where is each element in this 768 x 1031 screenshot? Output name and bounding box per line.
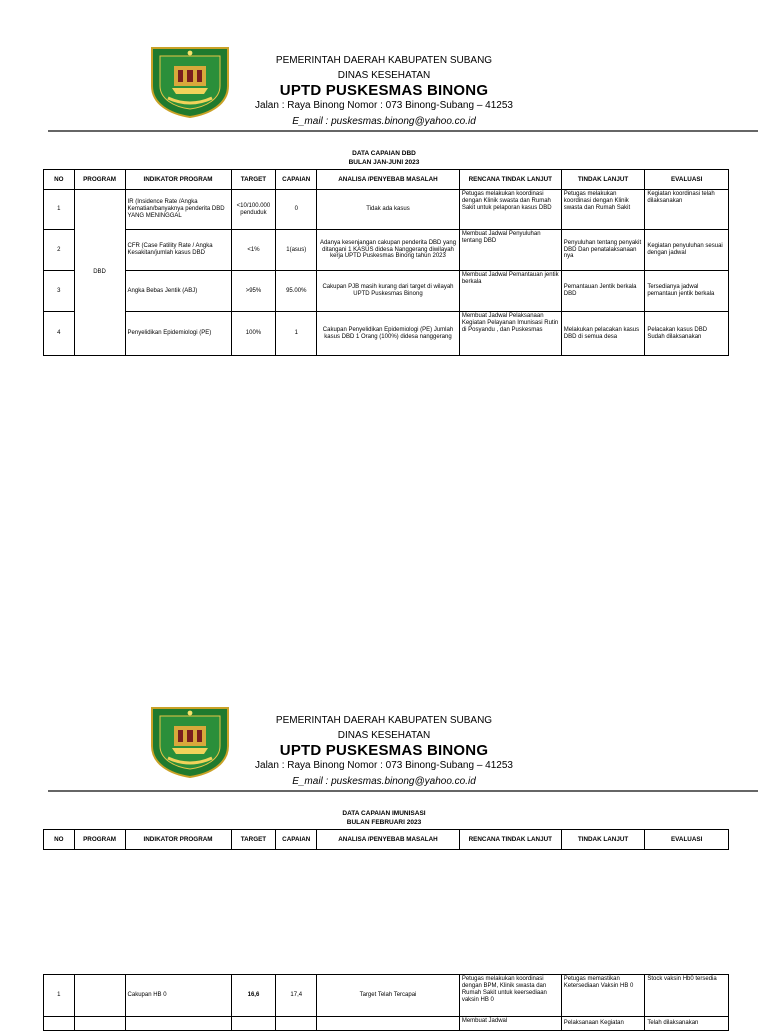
department-name: DINAS KESEHATAN xyxy=(337,730,431,741)
imunisasi-table xyxy=(43,974,729,1031)
department-name: DINAS KESEHATAN xyxy=(337,70,431,81)
dbd-table xyxy=(43,169,729,356)
cell-analisa: Tidak ada kasus xyxy=(317,190,460,230)
cell-program xyxy=(74,975,125,1017)
institution-title: UPTD PUSKESMAS BINONG xyxy=(279,82,489,99)
imunisasi-header-table xyxy=(43,829,729,850)
col-header: PROGRAM xyxy=(74,170,125,190)
government-name: PEMERINTAH DAERAH KABUPATEN SUBANG xyxy=(275,55,493,66)
table-row xyxy=(44,230,729,271)
cell-program: DBD xyxy=(74,190,125,356)
cell-indikator: Penyelidikan Epidemiologi (PE) xyxy=(125,312,231,356)
cell-capaian: 1 xyxy=(276,312,317,356)
table-header-row xyxy=(44,830,729,850)
col-header: CAPAIAN xyxy=(276,170,317,190)
cell-target: 100% xyxy=(231,312,276,356)
cell-evaluasi: Stock vaksin Hb0 tersedia xyxy=(645,975,729,1017)
cell-target: >95% xyxy=(231,271,276,312)
cell-capaian: 0 xyxy=(276,190,317,230)
cell-target: <10/100.000 penduduk xyxy=(231,190,276,230)
col-header: NO xyxy=(44,170,75,190)
cell-rencana: Petugas melakukan koordinasi dengan Klinik swasta dan Rumah Sakit untuk pelaporan kasus DBD xyxy=(459,190,561,230)
cell-capaian: 1(asus) xyxy=(276,230,317,271)
col-header: ANALISA /PENYEBAB MASALAH xyxy=(317,830,460,850)
cell-indikator: IR (Insidence Rate /Angka Kematian/banyaknya penderita DBD YANG MENINGGAL xyxy=(125,190,231,230)
table-title: DATA CAPAIAN IMUNISASI xyxy=(342,810,426,817)
col-header: EVALUASI xyxy=(645,170,729,190)
cell-indikator: Angka Bebas Jentik (ABJ) xyxy=(125,271,231,312)
cell-analisa: Adanya kesenjangan cakupan penderita DBD yang ditangani 1 KASUS didesa Nanggerang diwilayah kerja UPTD Puskesmas Binong tahun 2023 xyxy=(317,230,460,271)
col-header: CAPAIAN xyxy=(276,830,317,850)
cell-rencana: Membuat Jadwal Penyuluhan tentang DBD xyxy=(459,230,561,271)
cell-tindak: Melakukan pelacakan kasus DBD di semua desa xyxy=(561,312,645,356)
cell-evaluasi: Telah dilaksanakan xyxy=(645,1017,729,1031)
table-header-row xyxy=(44,170,729,190)
col-header: TINDAK LANJUT xyxy=(561,830,645,850)
cell-tindak: Pemantauan Jentik berkala DBD xyxy=(561,271,645,312)
institution-title: UPTD PUSKESMAS BINONG xyxy=(279,742,489,759)
cell-rencana: Membuat Jadwal xyxy=(459,1017,561,1031)
header-divider xyxy=(48,130,758,132)
col-header: INDIKATOR PROGRAM xyxy=(125,170,231,190)
col-header: TINDAK LANJUT xyxy=(561,170,645,190)
cell-target: <1% xyxy=(231,230,276,271)
cell-tindak: Petugas melakukan koordinasi dengan Klinik swasta dan Rumah Sakit xyxy=(561,190,645,230)
table-row xyxy=(44,190,729,230)
col-header: RENCANA TINDAK LANJUT xyxy=(459,830,561,850)
cell-capaian: 17,4 xyxy=(276,975,317,1017)
cell-evaluasi: Kegiatan penyuluhan sesuai dengan jadwal xyxy=(645,230,729,271)
table-row xyxy=(44,312,729,356)
cell-indikator: CFR (Case Fatility Rate / Angka Kesakitan/jumlah kasus DBD xyxy=(125,230,231,271)
cell-no: 1 xyxy=(44,975,75,1017)
header-divider xyxy=(48,790,758,792)
address-line: Jalan : Raya Binong Nomor : 073 Binong-Subang – 41253 xyxy=(255,760,513,771)
table-row xyxy=(44,271,729,312)
cell-tindak: Petugas memastikan Ketersediaan Vaksin HB 0 xyxy=(561,975,645,1017)
col-header: TARGET xyxy=(231,170,276,190)
col-header: PROGRAM xyxy=(74,830,125,850)
government-name: PEMERINTAH DAERAH KABUPATEN SUBANG xyxy=(275,715,493,726)
cell-analisa: Cakupan Penyelidikan Epidemiologi (PE) Jumlah kasus DBD 1 Orang (100%) didesa nanggerang xyxy=(317,312,460,356)
col-header: EVALUASI xyxy=(645,830,729,850)
cell-capaian: 95.00% xyxy=(276,271,317,312)
col-header: INDIKATOR PROGRAM xyxy=(125,830,231,850)
table-title: DATA CAPAIAN DBD xyxy=(352,150,416,157)
cell-rencana: Membuat Jadwal Pemantauan jentik berkala xyxy=(459,271,561,312)
col-header: TARGET xyxy=(231,830,276,850)
cell-tindak: Penyuluhan tentang penyakit DBD Dan penatalaksanaan nya xyxy=(561,230,645,271)
cell-evaluasi: Pelacakan kasus DBD Sudah dilaksanakan xyxy=(645,312,729,356)
table-row xyxy=(44,975,729,1017)
table-subtitle: BULAN FEBRUARI 2023 xyxy=(346,819,422,826)
cell-rencana: Petugas melakukan koordinasi dengan BPM, Klinik swasta dan Rumah Sakit untuk keersediaan vaksin HB 0 xyxy=(459,975,561,1017)
cell-target: 16,6 xyxy=(231,975,276,1017)
col-header: NO xyxy=(44,830,75,850)
cell-no: 3 xyxy=(44,271,75,312)
address-line: Jalan : Raya Binong Nomor : 073 Binong-Subang – 41253 xyxy=(255,100,513,111)
col-header: ANALISA /PENYEBAB MASALAH xyxy=(317,170,460,190)
email-line: E_mail : puskesmas.binong@yahoo.co.id xyxy=(292,776,476,787)
cell-rencana: Membuat Jadwal Pelaksanaan Kegiatan Pelayanan Imunisasi Rutin di Posyandu , dan Puskesmas xyxy=(459,312,561,356)
col-header: RENCANA TINDAK LANJUT xyxy=(459,170,561,190)
cell-evaluasi: Tersedianya jadwal pemantaun jentik berkala xyxy=(645,271,729,312)
cell-indikator: Cakupan HB 0 xyxy=(125,975,231,1017)
email-line: E_mail : puskesmas.binong@yahoo.co.id xyxy=(292,116,476,127)
cell-analisa: Target Telah Tercapai xyxy=(317,975,460,1017)
table-subtitle: BULAN JAN-JUNI 2023 xyxy=(348,159,420,166)
cell-no: 4 xyxy=(44,312,75,356)
cell-evaluasi: Kegiatan koordinasi telah dilaksanakan xyxy=(645,190,729,230)
cell-no: 1 xyxy=(44,190,75,230)
cell-analisa: Cakupan PJB masih kurang dari target di wilayah UPTD Puskesmas Binong xyxy=(317,271,460,312)
cell-no: 2 xyxy=(44,230,75,271)
cell-tindak: Pelaksanaan Kegiatan xyxy=(561,1017,645,1031)
